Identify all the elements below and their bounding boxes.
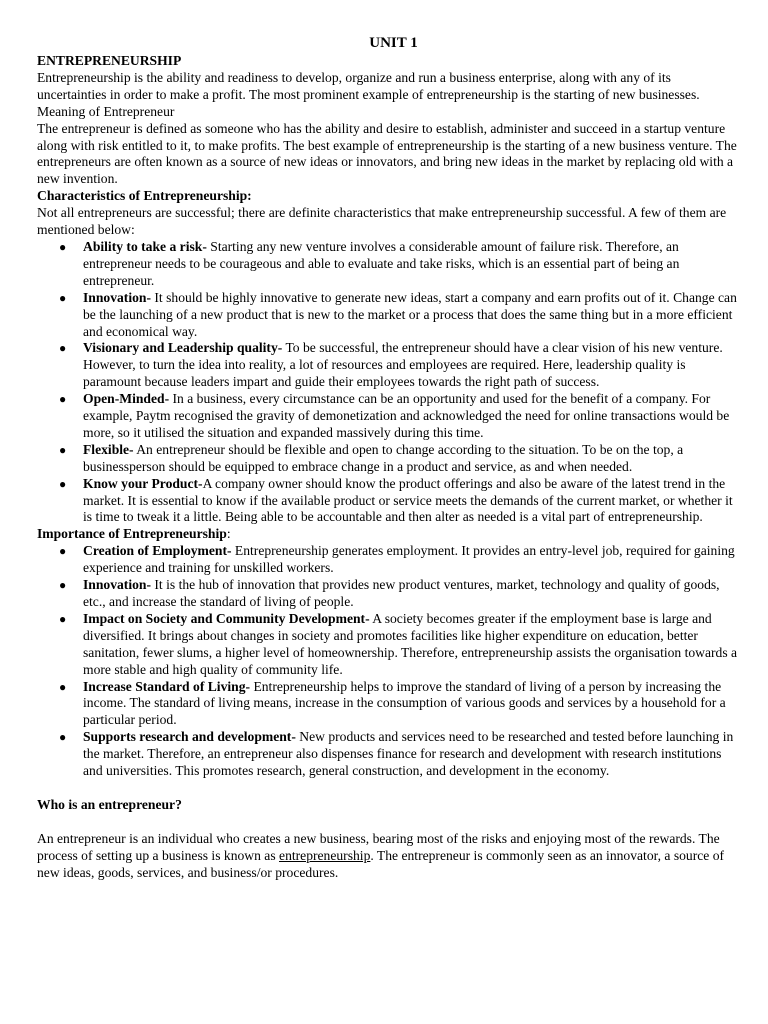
bullet-icon: ● <box>59 239 67 254</box>
bullet-icon: ● <box>59 611 67 626</box>
list-item <box>59 441 740 476</box>
characteristics-list <box>37 239 740 526</box>
spacer <box>37 780 740 797</box>
list-item <box>59 391 740 442</box>
bullet-icon: ● <box>59 476 67 491</box>
unit-title: UNIT 1 <box>369 35 418 51</box>
list-item-term: Innovation- <box>83 577 151 593</box>
bullet-icon: ● <box>59 679 67 694</box>
importance-heading-line <box>37 526 740 543</box>
who-paragraph <box>37 831 740 882</box>
list-item-text: Starting any new venture involves a considerable amount of failure risk. Therefore, an entrepreneur needs to be courageous and able to evaluate and take risks, which is an essential part of being an entrepreneur. <box>83 238 680 288</box>
list-item <box>59 610 740 679</box>
section-title: ENTREPRENEURSHIP <box>37 53 182 68</box>
bullet-icon: ● <box>59 290 67 305</box>
list-item-text: It is the hub of innovation that provides new product ventures, market, technology and quality of goods, etc., and increase the standard of living of people. <box>83 577 720 609</box>
list-item <box>59 238 740 290</box>
list-item <box>59 475 740 527</box>
list-item-term: Supports research and development- <box>83 729 296 745</box>
list-item-term: Know your Product- <box>83 475 203 491</box>
list-item-text: Entrepreneurship generates employment. It provides an entry-level job, required for gaining experience and training for unskilled workers. <box>83 543 735 576</box>
meaning-heading: Meaning of Entrepreneur <box>37 103 175 119</box>
list-item-term: Open-Minded- <box>83 391 170 407</box>
list-item-term: Visionary and Leadership quality- <box>83 340 283 356</box>
importance-colon: : <box>226 526 231 542</box>
spacer <box>37 814 740 831</box>
intro-paragraph: Entrepreneurship is the ability and readiness to develop, organize and run a business enterprise, along with any of its uncertainties in order to make a profit. The most prominent example of entrepreneurship is the starting of new businesses. <box>37 69 700 102</box>
list-item <box>59 543 740 577</box>
entrepreneurship-link[interactable]: entrepreneurship <box>279 847 371 863</box>
who-text-before: An entrepreneur is an individual who creates a new business, bearing most of the risks and enjoying most of the rewards. The process of setting up a business is known as <box>37 830 720 863</box>
list-item <box>59 289 740 341</box>
list-item-text: Entrepreneurship helps to improve the standard of living of a person by increasing the income. The standard of living means, increase in the consumption of various goods and services by a household for a particular period. <box>83 678 726 728</box>
list-item <box>59 340 740 391</box>
list-item-text: New products and services need to be researched and tested before launching in the market. Therefore, an entrepreneur also dispenses finance for research and development with research institutions and universities. This promotes research, general construction, and development in the economy. <box>83 729 734 779</box>
bullet-icon: ● <box>59 442 67 457</box>
bullet-icon: ● <box>59 544 67 559</box>
bullet-icon: ● <box>59 578 67 593</box>
importance-list <box>37 543 740 780</box>
bullet-icon: ● <box>59 730 67 745</box>
list-item-text: In a business, every circumstance can be an opportunity and used for the benefit of a company. For example, Paytm recognised the gravity of demonetization and acknowledged the need for online transactions would be more, so it utilised the situation and expanded massively during this time. <box>83 391 730 440</box>
list-item-term: Flexible- <box>83 441 134 457</box>
list-item <box>59 729 740 780</box>
list-item-term: Impact on Society and Community Development- <box>83 610 370 626</box>
list-item-text: A company owner should know the product offerings and also be aware of the latest trend in the market. It is essential to know if the available product or service meets the demands of the current market, or whether it is time to tweak it a little. Being able to be accountable and then alter as needed is a vital part of entrepreneurship. <box>83 475 733 525</box>
list-item-text: An entrepreneur should be flexible and open to change according to the situation. To be on the top, a businessperson should be equipped to embrace change in a product and service, as and when needed. <box>83 441 684 474</box>
bullet-icon: ● <box>59 392 67 407</box>
list-item-text: A society becomes greater if the employment base is large and diversified. It brings about changes in society and promotes facilities like higher expenditure on education, better sanitation, fewer slums, a higher level of homeownership. Therefore, entrepreneurship assists the organisation towards a more stable and high quality of community life. <box>83 610 738 677</box>
list-item-term: Ability to take a risk- <box>83 238 207 254</box>
list-item <box>59 678 740 730</box>
bullet-icon: ● <box>59 341 67 356</box>
list-item-term: Creation of Employment- <box>83 543 232 559</box>
who-heading: Who is an entrepreneur? <box>37 796 182 812</box>
who-text-after: . The entrepreneur is commonly seen as an innovator, a source of new ideas, goods, services, and business/or procedures. <box>37 847 725 880</box>
list-item-term: Innovation- <box>83 289 151 305</box>
list-item-text: To be successful, the entrepreneur should have a clear vision of his new venture. However, to turn the idea into reality, a lot of resources and employees are required. Here, leadership quality is paramount because leaders impart and guide their employees towards the right path of success. <box>83 340 723 390</box>
list-item-text: It should be highly innovative to generate new ideas, start a company and earn profits out of it. Change can be the launching of a new product that is new to the market or a process that does the same thing but in a more efficient and economical way. <box>83 289 737 339</box>
characteristics-intro: Not all entrepreneurs are successful; there are definite characteristics that make entrepreneurship successful. A few of them are mentioned below: <box>37 205 727 238</box>
meaning-paragraph: The entrepreneur is defined as someone who has the ability and desire to establish, administer and succeed in a startup venture along with risk entitled to it, to make profits. The best example of entrepreneurship is the starting of a new business venture. The entrepreneurs are often known as a source of new ideas or innovators, and bring new ideas in the market by replacing old with a new invention. <box>37 120 737 187</box>
importance-heading: Importance of Entrepreneurship <box>37 526 227 542</box>
list-item <box>59 577 740 611</box>
list-item-term: Increase Standard of Living- <box>83 678 251 694</box>
characteristics-heading: Characteristics of Entrepreneurship: <box>37 188 252 204</box>
